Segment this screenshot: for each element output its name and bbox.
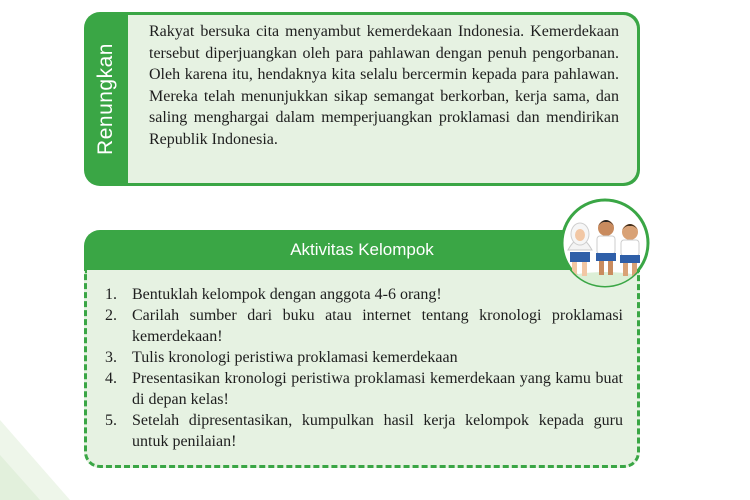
task-item (105, 305, 623, 347)
renungkan-label: Renungkan (94, 43, 118, 155)
task-text: Presentasikan kronologi peristiwa proklamasi kemerdekaan yang kamu buat di depan kelas! (132, 370, 623, 408)
task-item (105, 347, 623, 368)
aktivitas-title: Aktivitas Kelompok (290, 240, 434, 259)
renungkan-box (84, 12, 640, 186)
task-text: Setelah dipresentasikan, kumpulkan hasil kerja kelompok kepada guru untuk penilaian! (132, 412, 623, 450)
background-decoration-inner (0, 455, 40, 500)
task-number: 3. (105, 349, 117, 366)
aktivitas-body (84, 270, 640, 468)
task-item (105, 410, 623, 452)
task-item (105, 368, 623, 410)
task-number: 4. (105, 370, 117, 387)
aktivitas-box (84, 230, 640, 468)
renungkan-tab (84, 12, 128, 186)
renungkan-content (128, 15, 637, 183)
task-item (105, 284, 623, 305)
students-group-icon (560, 198, 650, 288)
task-list (87, 270, 637, 452)
task-number: 2. (105, 307, 117, 324)
aktivitas-header (84, 230, 640, 270)
renungkan-text: Rakyat bersuka cita menyambut kemerdekaan Indonesia. Kemerdekaan tersebut diperjuangkan oleh para pahlawan dengan penuh pengorbanan. Oleh karena itu, hendaknya kita selalu bercermin kepada para pahlawan. Mereka telah menunjukkan sikap semangat berkorban, kerja sama, dan saling menghargai dalam memperjuangkan proklamasi dan mendirikan Republik Indonesia. (149, 23, 619, 148)
task-number: 1. (105, 286, 117, 303)
task-number: 5. (105, 412, 117, 429)
task-text: Tulis kronologi peristiwa proklamasi kemerdekaan (132, 349, 458, 366)
task-text: Carilah sumber dari buku atau internet tentang kronologi proklamasi kemerdekaan! (132, 307, 623, 345)
task-text: Bentuklah kelompok dengan anggota 4-6 orang! (132, 286, 442, 303)
